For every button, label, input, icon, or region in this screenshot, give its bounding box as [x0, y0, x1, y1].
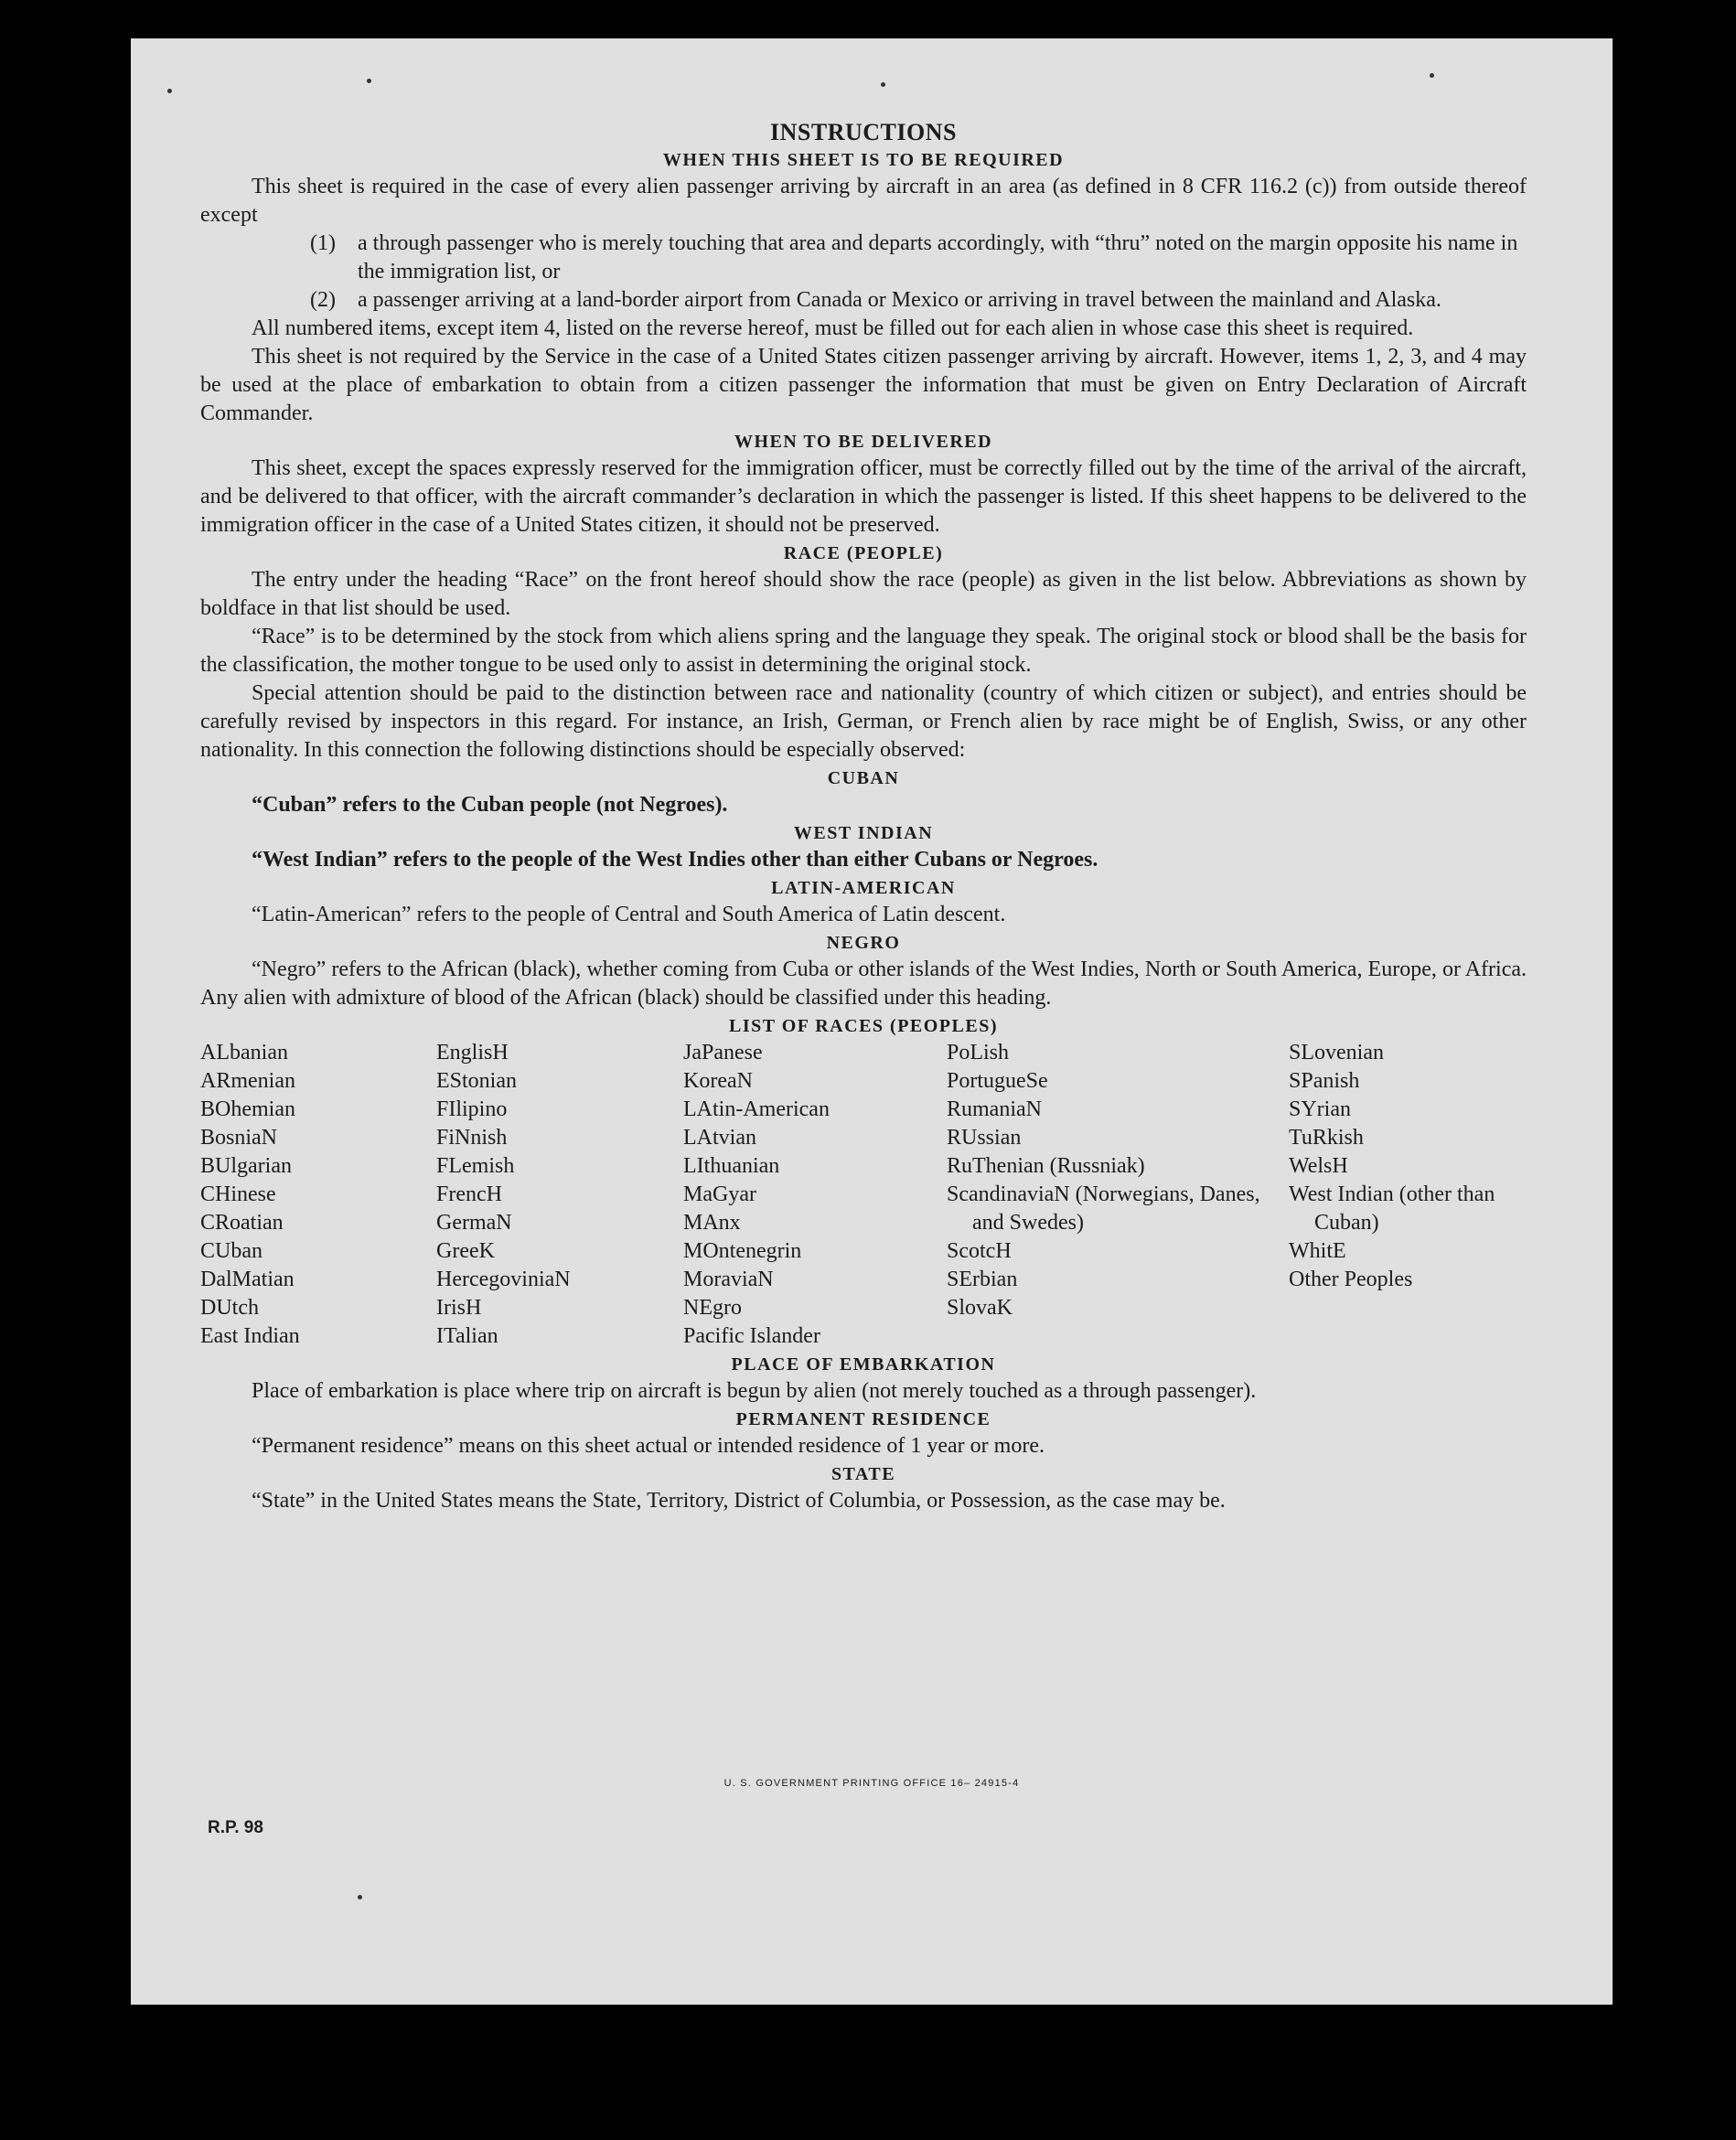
race-item: SlovaK: [947, 1296, 1013, 1320]
printer-imprint: U. S. GOVERNMENT PRINTING OFFICE 16– 24915-4: [723, 1778, 1020, 1789]
race-item: IrisH: [436, 1296, 482, 1320]
section-heading-embarkation: PLACE OF EMBARKATION: [731, 1354, 996, 1375]
exception-2: [200, 286, 1527, 315]
race-column: [947, 1039, 1289, 1351]
section-heading-latin-american: LATIN-AMERICAN: [771, 878, 956, 898]
race-item: PortugueSe: [947, 1069, 1048, 1093]
instructions-content: [200, 119, 1527, 1515]
race-item: MAnx: [683, 1211, 741, 1235]
race-item: LAtvian: [683, 1126, 756, 1150]
exception-1-number: (1): [310, 231, 336, 255]
paragraph-latin-american: “Latin-American” refers to the people of Central and South America of Latin descent.: [252, 903, 1006, 926]
paragraph-special-attention: Special attention should be paid to the distinction between race and nationality (country of which citizen or subject), and entries should be carefully revised by inspectors in this regard. For instance, an Irish, German, or French alien by race might be of English, Swiss, or any other nationality. In this connection the following distinctions should be especially observed:: [200, 681, 1527, 762]
race-item: SYrian: [1289, 1097, 1351, 1121]
race-column: [1289, 1039, 1527, 1351]
race-item: ARmenian: [200, 1069, 295, 1093]
race-item: ScandinaviaN (Norwegians, Danes, and Swedes): [947, 1182, 1260, 1235]
race-item: BosniaN: [200, 1126, 277, 1150]
race-item: CHinese: [200, 1182, 276, 1206]
exception-2-text: a passenger arriving at a land-border airport from Canada or Mexico or arriving in travel between the mainland and Alaska.: [358, 288, 1441, 312]
paragraph-race-determined: “Race” is to be determined by the stock from which aliens spring and the language they speak. The original stock or blood shall be the basis for the classification, the mother tongue to be used only to assist in determining the original stock.: [200, 625, 1527, 677]
race-item: NEgro: [683, 1296, 742, 1320]
section-heading-race-list: LIST OF RACES (PEOPLES): [728, 1016, 998, 1036]
race-item: ScotcH: [947, 1239, 1012, 1263]
race-item: CRoatian: [200, 1211, 284, 1235]
race-item: East Indian: [200, 1324, 300, 1348]
exception-2-number: (2): [310, 288, 336, 312]
race-item: JaPanese: [683, 1041, 763, 1065]
dust-speck: [367, 79, 371, 83]
paragraph-required-intro: This sheet is required in the case of every alien passenger arriving by aircraft in an area (as defined in 8 CFR 116.2 (c)) from outside thereof except: [200, 175, 1527, 227]
section-heading-required: WHEN THIS SHEET IS TO BE REQUIRED: [662, 150, 1065, 170]
paragraph-residence: “Permanent residence” means on this sheet actual or intended residence of 1 year or more.: [252, 1434, 1045, 1458]
race-item: WelsH: [1289, 1154, 1348, 1178]
paragraph-negro: “Negro” refers to the African (black), whether coming from Cuba or other islands of the West Indies, North or South America, Europe, or Africa. Any alien with admixture of blood of the African (black) should be classified under this heading.: [200, 958, 1527, 1010]
exception-1-text: a through passenger who is merely touching that area and departs accordingly, with “thru” noted on the margin opposite his name in the immigration list, or: [358, 231, 1518, 284]
race-item: CUban: [200, 1239, 263, 1263]
paragraph-citizen: This sheet is not required by the Service in the case of a United States citizen passenger arriving by aircraft. However, items 1, 2, 3, and 4 may be used at the place of embarkation to obtain from a citizen passenger the information that must be given on Entry Declaration of Aircraft Commander.: [200, 345, 1527, 425]
race-item: Pacific Islander: [683, 1324, 820, 1348]
paragraph-race-entry: The entry under the heading “Race” on the front hereof should show the race (people) as given in the list below. Abbreviations as shown by boldface in that list should be used.: [200, 568, 1527, 620]
race-column: [683, 1039, 947, 1351]
race-item: DalMatian: [200, 1268, 295, 1291]
dust-speck: [167, 89, 172, 93]
race-item: LAtin-American: [683, 1097, 830, 1121]
form-number: R.P. 98: [208, 1818, 263, 1837]
section-heading-delivered: WHEN TO BE DELIVERED: [734, 432, 993, 452]
race-item: FrencH: [436, 1182, 502, 1206]
race-item: BUlgarian: [200, 1154, 292, 1178]
race-item: MOntenegrin: [683, 1239, 802, 1263]
dust-speck: [358, 1895, 362, 1899]
race-item: EStonian: [436, 1069, 517, 1093]
race-item: SErbian: [947, 1268, 1018, 1291]
race-item: EnglisH: [436, 1041, 509, 1065]
dust-speck: [881, 82, 885, 87]
race-item: ITalian: [436, 1324, 498, 1348]
section-heading-race: RACE (PEOPLE): [783, 543, 944, 563]
exception-1: [200, 230, 1527, 286]
race-item: DUtch: [200, 1296, 259, 1320]
race-list: [200, 1039, 1527, 1351]
race-item: ALbanian: [200, 1041, 288, 1065]
race-item: GermaN: [436, 1211, 512, 1235]
race-item: TuRkish: [1289, 1126, 1364, 1150]
paragraph-state: “State” in the United States means the State, Territory, District of Columbia, or Possession, as the case may be.: [252, 1489, 1226, 1513]
race-item: MoraviaN: [683, 1268, 774, 1291]
paragraph-numbered-items: All numbered items, except item 4, listed on the reverse hereof, must be filled out for each alien in whose case this sheet is required.: [252, 316, 1414, 340]
paragraph-delivered: This sheet, except the spaces expressly reserved for the immigration officer, must be correctly filled out by the time of the arrival of the aircraft, and be delivered to that officer, with the aircraft commander’s declaration in which the passenger is listed. If this sheet happens to be delivered to the immigration officer in the case of a United States citizen, it should not be preserved.: [200, 456, 1527, 537]
section-heading-west-indian: WEST INDIAN: [793, 823, 934, 843]
race-item: MaGyar: [683, 1182, 756, 1206]
race-item: Other Peoples: [1289, 1268, 1413, 1291]
race-item: West Indian (other than Cuban): [1289, 1182, 1495, 1235]
race-item: PoLish: [947, 1041, 1010, 1065]
race-item: FiNnish: [436, 1126, 508, 1150]
page-title: INSTRUCTIONS: [770, 119, 957, 145]
race-column: [200, 1039, 436, 1351]
section-heading-residence: PERMANENT RESIDENCE: [735, 1409, 991, 1429]
race-item: RumaniaN: [947, 1097, 1042, 1121]
race-item: SPanish: [1289, 1069, 1360, 1093]
race-item: BOhemian: [200, 1097, 295, 1121]
race-item: RuThenian (Russniak): [947, 1154, 1145, 1178]
section-heading-state: STATE: [830, 1464, 896, 1484]
paragraph-embarkation: Place of embarkation is place where trip on aircraft is begun by alien (not merely touched as a through passenger).: [252, 1379, 1257, 1403]
document-page: [131, 38, 1613, 2005]
race-item: RUssian: [947, 1126, 1022, 1150]
section-heading-negro: NEGRO: [826, 933, 901, 953]
race-item: LIthuanian: [683, 1154, 780, 1178]
race-item: HercegoviniaN: [436, 1268, 571, 1291]
paragraph-west-indian: “West Indian” refers to the people of the West Indies other than either Cubans or Negroes.: [252, 848, 1098, 872]
paragraph-cuban: “Cuban” refers to the Cuban people (not Negroes).: [252, 793, 728, 817]
race-item: FLemish: [436, 1154, 515, 1178]
race-item: FIlipino: [436, 1097, 508, 1121]
race-item: GreeK: [436, 1239, 495, 1263]
race-item: KoreaN: [683, 1069, 753, 1093]
dust-speck: [1430, 73, 1434, 78]
race-column: [436, 1039, 683, 1351]
section-heading-cuban: CUBAN: [827, 768, 900, 788]
race-item: SLovenian: [1289, 1041, 1384, 1065]
race-item: WhitE: [1289, 1239, 1346, 1263]
